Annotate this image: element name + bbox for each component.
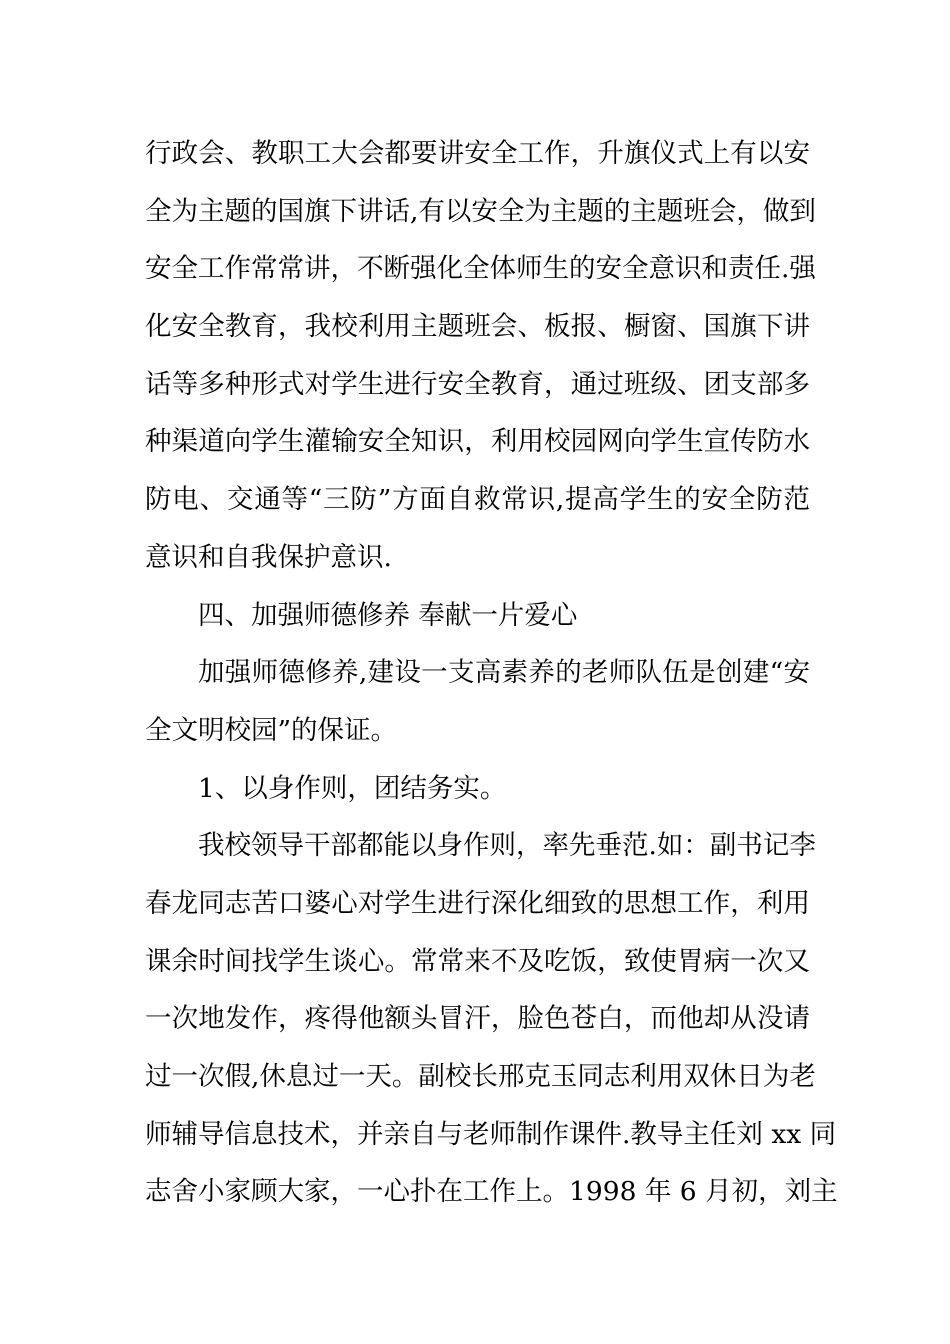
text-line: 意识和自我保护意识. [145, 541, 392, 573]
text-line: 师辅导信息技术，并亲自与老师制作课件.教导主任刘 xx 同 [145, 1118, 837, 1150]
text-line: 行政会、教职工大会都要讲安全工作，升旗仪式上有以安 [145, 138, 810, 169]
text-line: 种渠道向学生灌输安全知识，利用校园网向学生宣传防水 [145, 426, 810, 458]
text-line: 春龙同志苦口婆心对学生进行深化细致的思想工作，利用 [145, 887, 810, 919]
text-line: 加强师德修养,建设一支高素养的老师队伍是创建“安 [198, 657, 810, 689]
text-line: 志舍小家顾大家，一心扑在工作上。1998 年 6 月初，刘主 [145, 1176, 838, 1208]
text-line: 化安全教育，我校利用主题班会、板报、橱窗、国旗下讲 [145, 311, 810, 343]
body-text [145, 125, 838, 1221]
text-line: 安全工作常常讲，不断强化全体师生的安全意识和责任.强 [145, 253, 816, 285]
section-heading: 四、加强师德修养 奉献一片爱心 [198, 599, 578, 631]
subsection-heading: 1、以身作则，团结务实。 [198, 772, 507, 804]
text-line: 过一次假,休息过一天。副校长邢克玉同志利用双休日为老 [145, 1061, 816, 1092]
text-line: 全文明校园”的保证。 [145, 714, 398, 746]
text-line: 课余时间找学生谈心。常常来不及吃饭，致使胃病一次又 [145, 945, 810, 977]
text-line: 防电、交通等“三防”方面自救常识,提高学生的安全防范 [145, 484, 810, 516]
text-line: 全为主题的国旗下讲话,有以安全为主题的主题班会，做到 [145, 195, 816, 227]
text-line: 我校领导干部都能以身作则，率先垂范.如：副书记李 [198, 830, 816, 862]
text-line: 一次地发作，疼得他额头冒汗，脸色苍白，而他却从没请 [145, 1003, 810, 1035]
text-line: 话等多种形式对学生进行安全教育，通过班级、团支部多 [145, 368, 810, 400]
